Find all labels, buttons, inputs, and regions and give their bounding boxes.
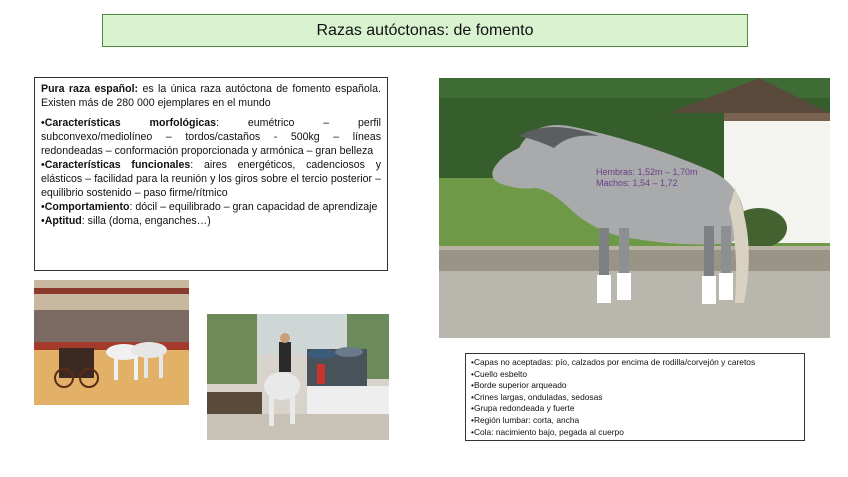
- characteristic-text: : eumétrico – perfil subconvexo/mediolíneo – tordos/castaños - 500kg – líneas redondeadas – conformación proporcionada y armónica – gran belleza: [41, 117, 381, 157]
- trait-item: • Cuello esbelto: [471, 369, 799, 381]
- characteristic-label: Características morfológicas: [44, 117, 217, 129]
- carriage-illustration: [34, 280, 189, 405]
- trait-item: • Grupa redondeada y fuerte: [471, 403, 799, 415]
- rider-photo: [207, 314, 389, 440]
- characteristic-text: : aires energéticos, cadenciosos y elásticos – facilidad para la reunión y los giros sobre el tercio posterior – equilibrio sostenido – paso firme/rítmico: [41, 159, 381, 199]
- main-horse-photo: [439, 78, 830, 338]
- trait-item: • Capas no aceptadas: pío, calzados por encima de rodilla/corvejón y caretos: [471, 357, 799, 369]
- characteristic-text: : dócil – equilibrado – gran capacidad de aprendizaje: [129, 201, 378, 213]
- trait-item: • Cola: nacimiento bajo, pegada al cuerpo: [471, 427, 799, 439]
- characteristic-label: Aptitud: [44, 215, 82, 227]
- rider-illustration: [207, 314, 389, 440]
- main-horse-illustration: [439, 78, 830, 338]
- characteristic-item: •Características morfológicas: eumétrico – perfil subconvexo/mediolíneo – tordos/castaños - 500kg – líneas redondeadas – conformación proporcionada y armónica – gran belleza: [41, 117, 381, 157]
- breed-traits-box: [465, 353, 805, 441]
- breed-intro: [41, 82, 381, 110]
- characteristic-label: Características funcionales: [44, 159, 191, 171]
- height-overlay-male: Machos: 1,54 – 1,72: [596, 178, 678, 188]
- slide-title: [102, 14, 748, 47]
- trait-item: • Crines largas, onduladas, sedosas: [471, 392, 799, 404]
- trait-item: • Borde superior arqueado: [471, 380, 799, 392]
- breed-intro-text: es la única raza autóctona de fomento española. Existen más de 280 000 ejemplares en el mundo: [41, 83, 381, 109]
- characteristic-item: •Comportamiento: dócil – equilibrado – gran capacidad de aprendizaje: [41, 201, 378, 213]
- characteristic-item: •Características funcionales: aires energéticos, cadenciosos y elásticos – facilidad para la reunión y los giros sobre el tercio posterior – equilibrio sostenido – paso firme/rítmico: [41, 159, 381, 199]
- characteristic-label: Comportamiento: [44, 201, 130, 213]
- height-overlay-female: Hembras: 1,52m – 1,70m: [596, 167, 698, 177]
- carriage-bullring-photo: [34, 280, 189, 405]
- slide-title-text: Razas autóctonas: de fomento: [316, 21, 534, 39]
- characteristic-item: •Aptitud: silla (doma, enganches…): [41, 215, 211, 227]
- breed-description-box: [34, 77, 388, 271]
- breed-traits-list: [471, 357, 799, 438]
- characteristic-text: : silla (doma, enganches…): [81, 215, 211, 227]
- breed-intro-label: Pura raza español:: [41, 83, 139, 95]
- trait-item: • Región lumbar: corta, ancha: [471, 415, 799, 427]
